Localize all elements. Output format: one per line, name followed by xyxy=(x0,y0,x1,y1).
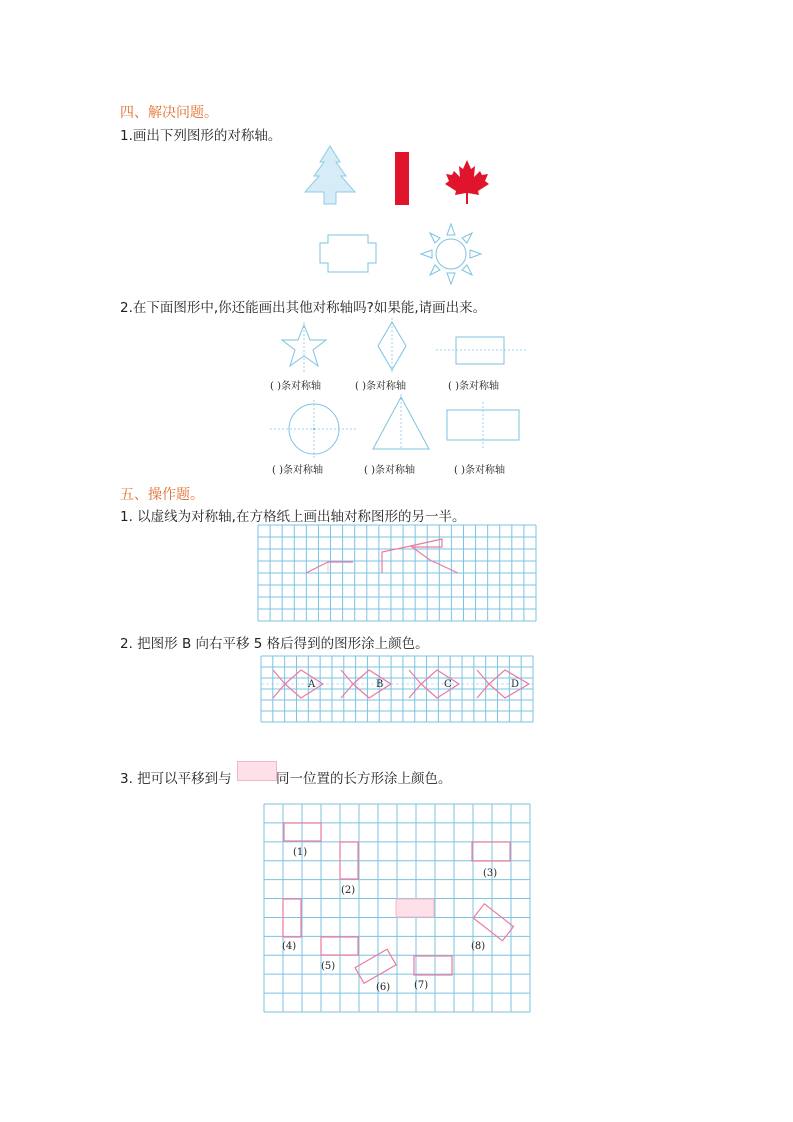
rectangle-vertical-figure xyxy=(446,402,520,448)
label-8: (8) xyxy=(471,941,486,952)
rectangle-6 xyxy=(355,949,396,983)
rectangle-7 xyxy=(414,956,452,975)
question-5-3-after: 同一位置的长方形涂上颜色。 xyxy=(276,771,452,787)
rectangle-8 xyxy=(473,904,513,941)
label-c: C xyxy=(444,679,452,690)
target-rectangle-swatch xyxy=(237,761,277,781)
rectangle-figure xyxy=(436,336,528,366)
label-6: (6) xyxy=(376,982,391,993)
label-7: (7) xyxy=(414,980,429,991)
grid-5-3 xyxy=(264,804,530,1012)
red-bar-figure xyxy=(395,152,409,206)
question-5-2: 2. 把图形 B 向右平移 5 格后得到的图形涂上颜色。 xyxy=(120,636,429,652)
label-1: (1) xyxy=(293,847,308,858)
label-d: D xyxy=(511,679,520,690)
triangle-figure xyxy=(370,394,432,452)
caption-rectangle: ( )条对称轴 xyxy=(448,381,499,392)
grid-5-1 xyxy=(258,525,536,621)
maple-leaf-figure xyxy=(444,158,490,206)
sun-figure xyxy=(418,222,484,286)
label-a: A xyxy=(308,679,316,690)
rectangle-3 xyxy=(472,842,510,861)
caption-diamond: ( )条对称轴 xyxy=(355,381,406,392)
notched-rect-figure xyxy=(318,234,378,274)
label-2: (2) xyxy=(341,885,356,896)
grid-5-2 xyxy=(261,656,533,722)
question-4-1: 1.画出下列图形的对称轴。 xyxy=(120,128,282,144)
label-5: (5) xyxy=(321,961,336,972)
label-b: B xyxy=(376,679,384,690)
target-rectangle xyxy=(396,899,434,917)
section-5-title: 五、操作题。 xyxy=(120,487,204,503)
question-4-2: 2.在下面图形中,你还能画出其他对称轴吗?如果能,请画出来。 xyxy=(120,300,487,316)
label-4: (4) xyxy=(282,941,297,952)
tree-figure xyxy=(300,144,360,208)
section-4-title: 四、解决问题。 xyxy=(120,105,218,121)
circle-figure xyxy=(270,400,356,460)
question-5-3-before: 3. 把可以平移到与 xyxy=(120,771,232,787)
caption-rectangle-vertical: ( )条对称轴 xyxy=(454,465,505,476)
diamond-figure xyxy=(372,318,412,374)
rectangle-4 xyxy=(283,899,301,937)
caption-triangle: ( )条对称轴 xyxy=(364,465,415,476)
question-5-1: 1. 以虚线为对称轴,在方格纸上画出轴对称图形的另一半。 xyxy=(120,509,466,525)
label-3: (3) xyxy=(483,868,498,879)
star-figure xyxy=(280,322,330,372)
caption-star: ( )条对称轴 xyxy=(270,381,321,392)
caption-circle: ( )条对称轴 xyxy=(272,465,323,476)
